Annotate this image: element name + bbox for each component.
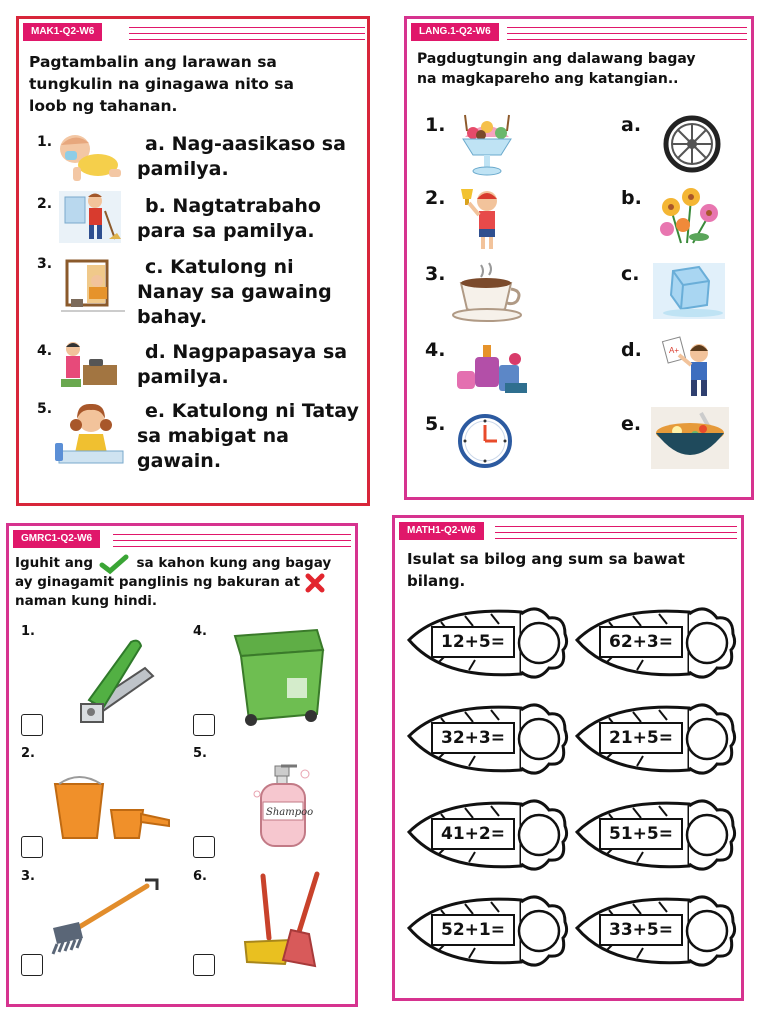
item-number: 2. (425, 187, 446, 209)
option-c: c. Katulong ni Nanay sa gawaing bahay. (137, 256, 332, 328)
option-a: a. Nag-aasikaso sa pamilya. (137, 133, 346, 180)
item-number: 1. (21, 624, 35, 639)
addition-problem: 21+5= (609, 728, 673, 748)
addition-problem: 33+5= (609, 920, 673, 940)
perfume-bottles-icon (455, 339, 527, 397)
option-d: d. Nagpapasaya sa pamilya. (137, 341, 348, 388)
trash-bin-icon (231, 628, 327, 728)
addition-problem: 41+2= (441, 824, 505, 844)
sum-box (599, 914, 683, 946)
answer-circle[interactable] (519, 815, 559, 855)
soup-bowl-icon (651, 407, 729, 469)
wall-clock-icon (457, 413, 513, 469)
answer-checkbox-6[interactable] (193, 954, 215, 976)
item-number: 3. (21, 869, 35, 884)
item-letter: a. (621, 114, 642, 136)
item-letter: d. (621, 339, 642, 361)
flowers-icon (653, 185, 723, 247)
gmrc-worksheet: GMRC1-Q2-W6 Iguhit ang sa kahon kung ang bagay ay ginagamit panglinis ng bakuran at naman kung hindi. 1. 2. 3. 4. 5. 6. Shampoo (6, 523, 358, 1007)
item-number: 4. (193, 624, 207, 639)
mak-worksheet: MAK1-Q2-W6 Pagtambalin ang larawan sa tungkulin na ginagawa nito sa loob ng tahanan. 1. 2. 3. 4. 5. a. Nag-aasikaso sa pamilya. b. Nagtatrabaho para sa pamilya. c. Katulong ni Nanay sa gawaing bahay. d. Nagpapasaya sa pamilya. e. Katulong ni Tatay sa mabigat na gawain. (16, 16, 370, 506)
answer-circle[interactable] (687, 815, 727, 855)
carrot-problem-6 (571, 796, 737, 874)
sum-box (599, 722, 683, 754)
nail-clipper-icon (75, 638, 157, 728)
item-number: 3. (425, 263, 446, 285)
answer-circle[interactable] (519, 911, 559, 951)
item-number: 5. (37, 401, 53, 417)
answer-circle[interactable] (687, 911, 727, 951)
crawling-baby-icon (53, 131, 123, 183)
addition-problem: 52+1= (441, 920, 505, 940)
rake-icon (47, 880, 159, 956)
carrot-problem-5 (403, 796, 569, 874)
item-number: 6. (193, 869, 207, 884)
addition-problem: 51+5= (609, 824, 673, 844)
option-e: e. Katulong ni Tatay sa mabigat na gawain. (137, 400, 359, 472)
answer-circle[interactable] (687, 719, 727, 759)
ice-cream-sundae-icon (457, 111, 517, 179)
wheel-icon (663, 115, 721, 173)
addition-problem: 32+3= (441, 728, 505, 748)
item-number: 1. (37, 134, 53, 150)
boy-sweeping-icon (57, 189, 123, 245)
shampoo-bottle-icon (253, 762, 315, 852)
sum-box (431, 914, 515, 946)
item-number: 5. (425, 413, 446, 435)
bucket-and-dipper-icon (51, 776, 171, 846)
mak-instructions: Pagtambalin ang larawan sa tungkulin na ginagawa nito sa loob ng tahanan. (29, 53, 294, 115)
item-letter: b. (621, 187, 642, 209)
item-number: 4. (425, 339, 446, 361)
item-number: 3. (37, 256, 53, 272)
cross-icon (305, 574, 327, 590)
man-working-at-door-icon (61, 259, 125, 315)
boy-with-paper-icon (663, 335, 725, 401)
answer-checkbox-5[interactable] (193, 836, 215, 858)
carrot-problem-4 (571, 700, 737, 778)
girl-with-trophy-icon (459, 185, 515, 251)
lang-worksheet: LANG.1-Q2-W6 Pagdugtungin ang dalawang bagay na magkapareho ang katangian.. 1. 2. 3. 4. 5. a. b. c. d. e. A+ (404, 16, 754, 500)
item-number: 5. (193, 746, 207, 761)
lang-instructions: Pagdugtungin ang dalawang bagay na magkapareho ang katangian.. (417, 51, 696, 87)
carrot-problem-2 (571, 604, 737, 682)
sum-box (431, 722, 515, 754)
coffee-cup-icon (451, 261, 527, 323)
girl-washing-dishes-icon (55, 401, 127, 467)
check-icon (98, 555, 132, 571)
answer-checkbox-2[interactable] (21, 836, 43, 858)
addition-problem: 12+5= (441, 632, 505, 652)
answer-circle[interactable] (519, 719, 559, 759)
carrot-problem-1 (403, 604, 569, 682)
answer-checkbox-3[interactable] (21, 954, 43, 976)
gmrc-instructions: Iguhit ang sa kahon kung ang bagay ay ginagamit panglinis ng bakuran at naman kung hindi. (15, 555, 332, 609)
sum-box (599, 818, 683, 850)
answer-checkbox-1[interactable] (21, 714, 43, 736)
answer-checkbox-4[interactable] (193, 714, 215, 736)
sum-box (431, 818, 515, 850)
math-instructions: Isulat sa bilog ang sum sa bawat bilang. (407, 550, 685, 590)
carrot-problem-7 (403, 892, 569, 970)
option-b: b. Nagtatrabaho para sa pamilya. (137, 195, 321, 242)
sum-box (431, 626, 515, 658)
answer-circle[interactable] (519, 623, 559, 663)
math-worksheet: MATH1-Q2-W6 Isulat sa bilog ang sum sa bawat bilang. 12+5= 62+3= 32+3= 21+5= 41+2= 51+5= 52+1= 33+5= (392, 515, 744, 1001)
item-letter: c. (621, 263, 640, 285)
carrot-problem-8 (571, 892, 737, 970)
sum-box (599, 626, 683, 658)
woman-cooking-icon (59, 339, 119, 389)
svg-text:A+: A+ (669, 346, 680, 355)
item-number: 4. (37, 343, 53, 359)
carrot-problem-3 (403, 700, 569, 778)
item-letter: e. (621, 413, 642, 435)
item-number: 1. (425, 114, 446, 136)
answer-circle[interactable] (687, 623, 727, 663)
ice-cube-icon (653, 263, 725, 319)
broom-and-dustpan-icon (241, 872, 325, 972)
item-number: 2. (37, 196, 53, 212)
svg-text:Shampoo: Shampoo (266, 807, 314, 818)
addition-problem: 62+3= (609, 632, 673, 652)
item-number: 2. (21, 746, 35, 761)
